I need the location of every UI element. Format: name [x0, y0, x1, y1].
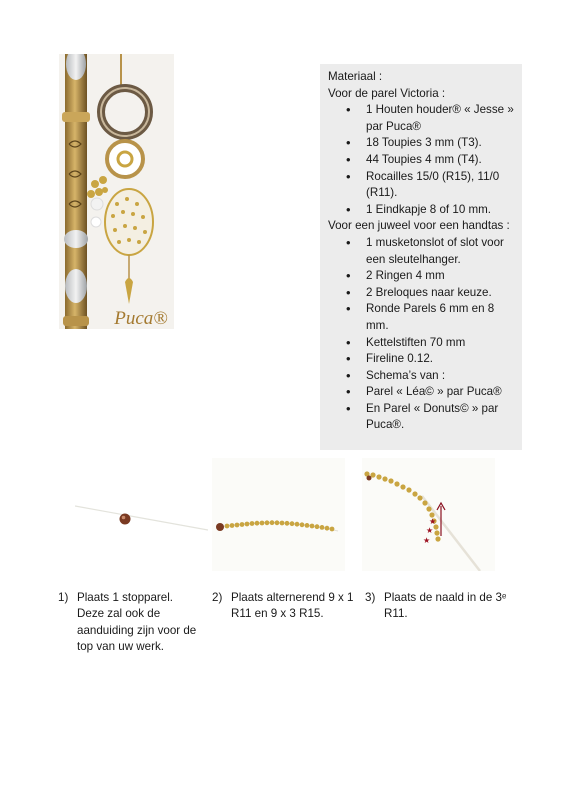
list-item: • 1 Houten houder® « Jesse » par Puca®: [328, 102, 514, 135]
step-2-text: [212, 590, 357, 623]
bead-strand-image: [212, 458, 345, 571]
list-item: • 2 Ringen 4 mm: [328, 268, 514, 285]
list-item: • 1 musketonslot of slot voor een sleutelhanger.: [328, 235, 514, 268]
list-item: • Kettelstiften 70 mm: [328, 335, 514, 352]
stopper-bead-image: [75, 458, 208, 571]
list-item: • En Parel « Donuts© » par Puca®.: [328, 401, 514, 434]
pearl-heading: Voor de parel Victoria :: [328, 86, 446, 100]
step-number: 1): [58, 591, 69, 604]
list-item: • Fireline 0.12.: [328, 351, 514, 368]
step-3-text: [365, 590, 515, 623]
jewel-heading: Voor een juweel voor een handtas :: [328, 219, 510, 233]
jewel-materials-list: [328, 235, 514, 434]
list-item: • 18 Toupies 3 mm (T3).: [328, 135, 514, 152]
step-description: Plaats alternerend 9 x 1 R11 en 9 x 3 R15.: [231, 591, 354, 621]
list-item: • 1 Eindkapje 8 of 10 mm.: [328, 202, 514, 219]
svg-text:★: ★: [423, 536, 431, 545]
product-photo: [59, 54, 174, 329]
step-number: 2): [212, 591, 223, 604]
step-number: 3): [365, 591, 376, 604]
step-3-photo: [362, 458, 495, 571]
needle-insertion-image: [362, 458, 495, 571]
list-item: • Parel « Léa© » par Puca®: [328, 384, 514, 401]
step-1-text: [58, 590, 198, 656]
list-item: • 44 Toupies 4 mm (T4).: [328, 152, 514, 169]
list-item: • Schema’s van :: [328, 368, 514, 385]
list-item: • 2 Breloques naar keuze.: [328, 285, 514, 302]
step-2-photo: [212, 458, 345, 571]
step-1-photo: [75, 458, 208, 571]
materials-title: Materiaal :: [328, 70, 383, 83]
list-item: • Ronde Parels 6 mm en 8 mm.: [328, 301, 514, 334]
pearl-materials-list: [328, 102, 514, 218]
step-description: Plaats 1 stopparel. Deze zal ook de aanduiding zijn voor de top van uw werk.: [77, 591, 197, 654]
materials-panel: [320, 64, 522, 450]
list-item: • Rocailles 15/0 (R15), 11/0 (R11).: [328, 169, 514, 202]
handbag-jewel-illustration: [59, 54, 174, 329]
step-description: Plaats de naald in de 3ᵉ R11.: [384, 591, 507, 621]
svg-text:★: ★: [429, 517, 437, 526]
svg-text:★: ★: [426, 526, 434, 535]
puca-watermark: Puca®: [114, 308, 168, 329]
